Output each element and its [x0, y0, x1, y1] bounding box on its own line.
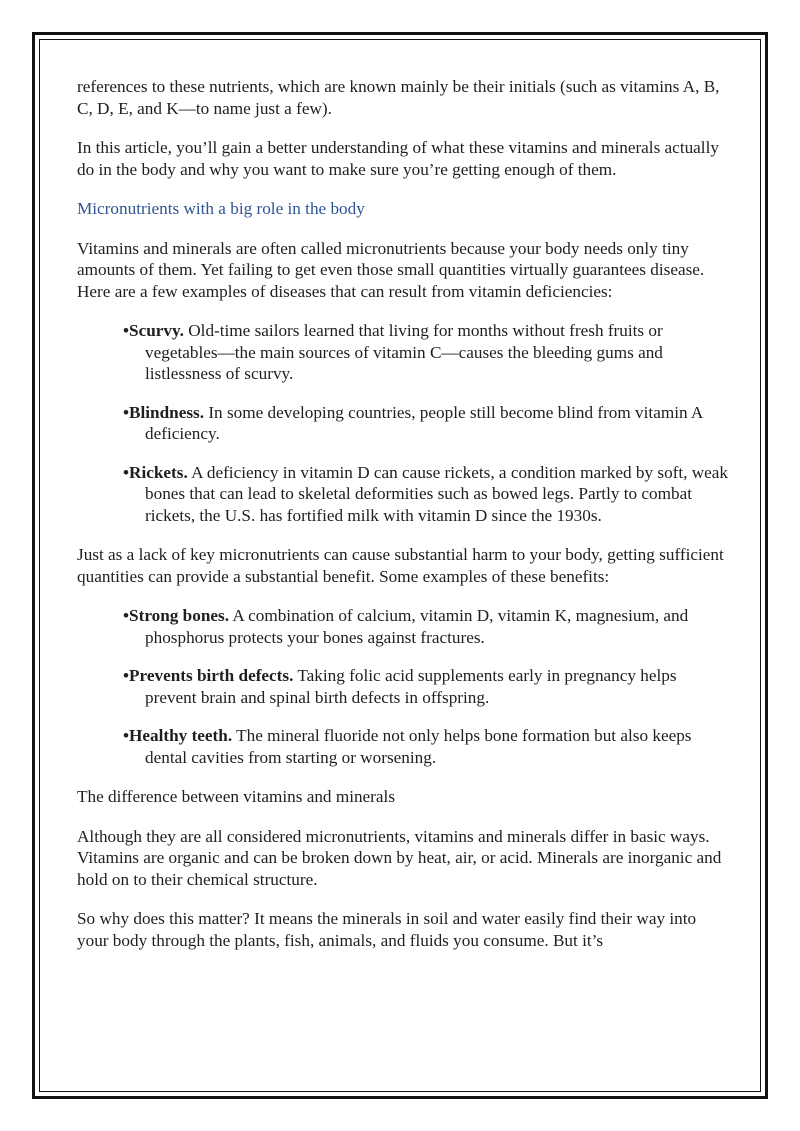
paragraph-why-matter: So why does this matter? It means the minerals in soil and water easily find their way into your body through the plants, fish, animals, and fluids you consume. But it’s — [77, 909, 697, 950]
document-body — [77, 76, 729, 969]
bullet-icon: • — [123, 321, 130, 340]
list-item-term: Prevents birth defects. — [129, 666, 294, 685]
bullet-icon: • — [123, 402, 130, 422]
paragraph-micronutrients-body: Vitamins and minerals are often called micronutrients because your body needs only tiny amounts of them. Yet failing to get even those small quantities virtually guarantees disease. Here are a few examples of diseases that can result from vitamin deficiencies: — [77, 238, 705, 301]
list-item-text: A combination of calcium, vitamin D, vitamin K, magnesium, and phosphorus protects your bones against fractures. — [145, 606, 689, 647]
list-item-term: Healthy teeth. — [129, 726, 233, 745]
list-item-text: The mineral fluoride not only helps bone formation but also keeps dental cavities from starting or worsening. — [145, 726, 692, 767]
benefit-list — [77, 605, 729, 768]
paragraph-difference-body: Although they are all considered micronutrients, vitamins and minerals differ in basic ways. Vitamins are organic and can be broken down by heat, air, or acid. Minerals are inorganic and hold on to their chemical structure. — [77, 826, 722, 889]
list-item-text: Taking folic acid supplements early in pregnancy helps prevent brain and spinal birth defects in offspring. — [145, 666, 677, 707]
paragraph-intro-continuation: references to these nutrients, which are known mainly be their initials (such as vitamins A, B, C, D, E, and K—to name just a few). — [77, 77, 720, 118]
bullet-icon: • — [123, 666, 130, 685]
bullet-icon: • — [123, 606, 130, 625]
list-item — [77, 402, 729, 445]
bullet-icon: • — [123, 462, 130, 482]
list-item — [77, 725, 729, 768]
heading-difference: The difference between vitamins and minerals — [77, 787, 396, 806]
list-item-text: A deficiency in vitamin D can cause rickets, a condition marked by soft, weak bones that can lead to skeletal deformities such as bowed legs. Partly to combat rickets, the U.S. has fortified milk with vitamin D since the 1930s. — [145, 462, 729, 525]
paragraph-benefits-intro: Just as a lack of key micronutrients can cause substantial harm to your body, getting sufficient quantities can provide a substantial benefit. Some examples of these benefits: — [77, 545, 724, 586]
list-item — [77, 462, 729, 527]
list-item-text: Old-time sailors learned that living for months without fresh fruits or vegetables—the main sources of vitamin C—causes the bleeding gums and listlessness of scurvy. — [145, 321, 663, 383]
list-item-term: Rickets. — [129, 462, 188, 482]
list-item-text: In some developing countries, people still become blind from vitamin A deficiency. — [145, 402, 703, 443]
list-item — [77, 605, 729, 648]
list-item — [77, 320, 729, 385]
list-item-term: Strong bones. — [129, 606, 230, 625]
paragraph-article-intro: In this article, you’ll gain a better understanding of what these vitamins and minerals actually do in the body and why you want to make sure you’re getting enough of them. — [77, 138, 719, 179]
list-item-term: Scurvy. — [129, 321, 184, 340]
bullet-icon: • — [123, 726, 130, 745]
heading-micronutrients: Micronutrients with a big role in the body — [77, 199, 365, 218]
list-item — [77, 665, 729, 708]
list-item-term: Blindness. — [129, 402, 205, 422]
deficiency-list — [77, 320, 729, 526]
